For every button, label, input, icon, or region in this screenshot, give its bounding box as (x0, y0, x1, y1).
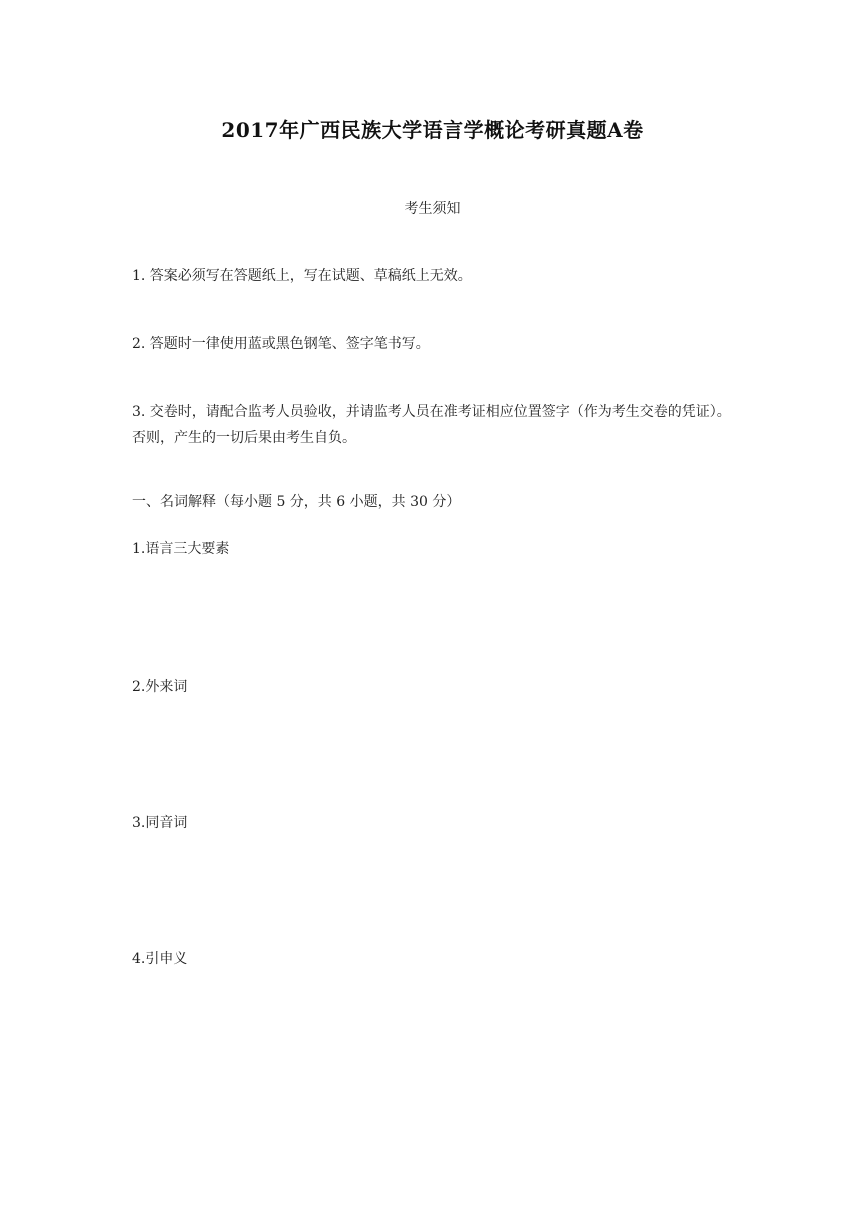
question-3: 3.同音词 (132, 815, 188, 831)
notice-heading: 考生须知 (404, 201, 461, 217)
question-2: 2.外来词 (132, 679, 188, 695)
question-4: 4.引申义 (132, 951, 188, 967)
notice-item-1: 1. 答案必须写在答题纸上，写在试题、草稿纸上无效。 (132, 268, 472, 284)
question-1: 1.语言三大要素 (132, 541, 230, 557)
notice-item-2: 2. 答题时一律使用蓝或黑色钢笔、签字笔书写。 (132, 336, 430, 352)
document-title: 2017年广西民族大学语言学概论考研真题A卷 (221, 118, 644, 142)
notice-item-3: 3. 交卷时，请配合监考人员验收，并请监考人员在准考证相应位置签字（作为考生交卷的凭证）。否则，产生的一切后果由考生自负。 (132, 404, 731, 446)
section-heading: 一、名词解释（每小题 5 分，共 6 小题，共 30 分） (132, 494, 461, 510)
